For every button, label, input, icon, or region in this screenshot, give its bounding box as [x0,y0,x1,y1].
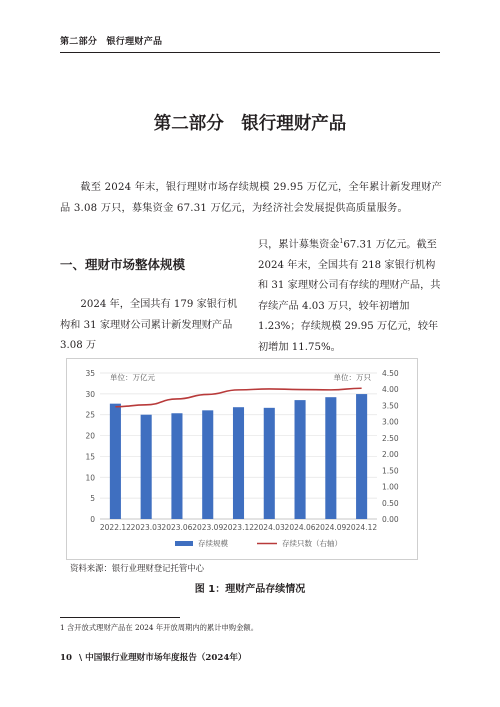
page-title: 第二部分 银行理财产品 [153,114,347,134]
right-tick-label: 0.50 [382,498,399,508]
right-unit-label: 单位：万只 [333,373,371,382]
footer-separator: \ [78,653,83,663]
bar [325,397,336,519]
header-rule [60,52,440,53]
chart-frame [66,358,418,560]
bar [110,404,121,519]
bar [233,407,244,519]
chart-figure [67,359,417,559]
right-tick-label: 1.00 [382,482,399,492]
bar [264,408,275,519]
left-tick-label: 30 [85,389,95,399]
left-tick-label: 25 [85,410,95,420]
bar [171,413,182,519]
chart-source: 资料来源：银行业理财登记托管中心 [70,563,204,573]
section-paragraph-left: 2024 年，全国共有 179 家银行机构和 31 家理财公司累计新发理财产品 3.08 万 [60,299,238,351]
right-tick-label: 2.00 [382,450,399,460]
x-tick-label: 2023.06 [161,523,193,532]
x-tick-label: 2024.12 [346,523,378,532]
x-tick-label: 2023.03 [130,523,162,532]
left-tick-label: 0 [90,515,95,524]
bar [141,415,152,519]
left-tick-label: 20 [85,431,95,441]
left-tick-label: 15 [85,452,95,462]
x-tick-label: 2023.09 [192,523,224,532]
left-tick-label: 10 [85,473,95,483]
page-footer [60,651,247,663]
section-title: 一、理财市场整体规模 [60,257,186,272]
right-tick-label: 4.00 [382,385,399,395]
x-tick-label: 2024.09 [315,523,347,532]
left-tick-label: 35 [85,369,95,378]
footnote: 1 含开放式理财产品在 2024 年开放周期内的累计申购金额。 [60,623,258,632]
footnote-rule [60,617,180,618]
x-tick-label: 2023.12 [222,523,255,532]
right-tick-label: 3.50 [382,401,399,411]
x-tick-label: 2024.03 [253,523,285,532]
right-tick-label: 3.00 [382,417,399,427]
legend-label: 存续只数（右轴） [282,539,342,548]
left-unit-label: 单位：万亿元 [110,373,155,382]
bar [356,394,367,519]
x-tick-label: 2024.06 [284,523,316,532]
right-tick-label: 1.50 [382,466,399,476]
bar [202,410,213,519]
right-tick-label: 2.50 [382,433,399,443]
bar [295,400,306,519]
section-paragraph-right [258,232,445,358]
legend-swatch-bar [175,541,193,546]
footer-title: 中国银行业理财市场年度报告（2024年） [85,653,247,663]
footnote-marker: 1 [339,238,344,245]
paragraph-text-part: 只，累计募集资金 [258,239,340,251]
figure-caption: 图 1：理财产品存续情况 [194,584,306,595]
intro-paragraph: 截至 2024 年末，银行理财市场存续规模 29.95 万亿元，全年累计新发理财产品 3.08 万只，募集资金 67.31 万亿元，为经济社会发展提供高质量服务。 [60,182,442,214]
x-tick-label: 2022.12 [99,523,131,532]
running-header: 第二部分 银行理财产品 [60,37,163,47]
page-number: 10 [60,653,72,663]
left-tick-label: 5 [90,494,95,504]
right-tick-label: 0.00 [382,515,399,524]
right-tick-label: 4.50 [382,369,399,378]
paragraph-text-part: 67.31 万亿元。截至 2024 年末，全国共有 218 家银行机构和 31 家理财公司有存续的理财产品，共存续产品 4.03 万只，较年初增加 1.23%；存续规模 29.95 万亿元，较年初增加 11.75%。 [258,239,441,353]
series-line [115,388,361,406]
legend-label: 存续规模 [198,539,228,548]
